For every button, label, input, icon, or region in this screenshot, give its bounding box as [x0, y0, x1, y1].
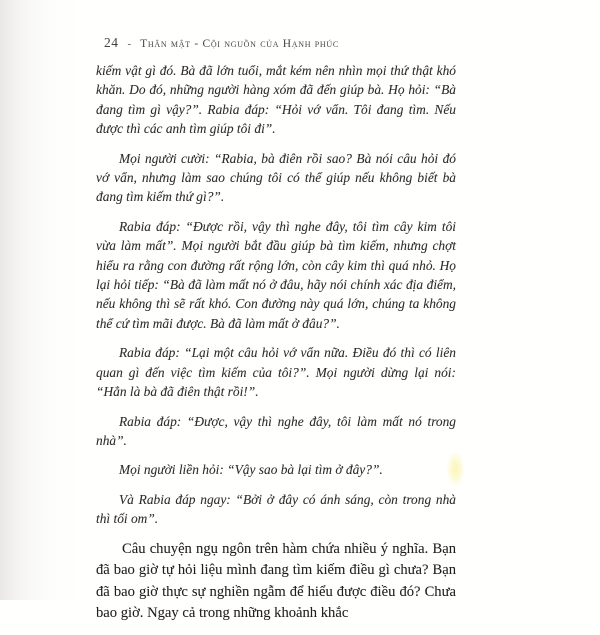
body-paragraph: Rabia đáp: “Được rồi, vậy thì nghe đây, tôi tìm cây kim tôi vừa làm mất”. Mọi người bắt đầu giúp bà tìm kiếm, nhưng chợt hiểu ra rằng con đường rất rộng lớn, còn cây kim thì quá nhỏ. Họ lại hỏi tiếp: “Bà đã làm mất nó ở đâu, hãy nói chính xác địa điểm, nếu không thì sẽ rất khó. Con đường này quá lớn, chúng ta không thể cứ tìm mãi được. Bà đã làm mất ở đâu?”. [96, 218, 456, 331]
body-paragraph: Rabia đáp: “Được, vậy thì nghe đây, tôi làm mất nó trong nhà”. [96, 413, 456, 448]
body-paragraph: kiếm vật gì đó. Bà đã lớn tuổi, mắt kém nên nhìn mọi thứ thật khó khăn. Do đó, những người hàng xóm đã đến giúp bà. Họ hỏi: “Bà đang tìm gì vậy?”. Rabia đáp: “Hỏi vớ vẩn. Tôi đang tìm. Nếu được thì các anh tìm giúp tôi đi”. [96, 63, 456, 137]
running-title: Thân mật - Cội nguồn của Hạnh phúc [140, 38, 339, 50]
body-paragraph: Và Rabia đáp ngay: “Bởi ở đây có ánh sáng, còn trong nhà thì tối om”. [96, 491, 456, 527]
body-paragraph: Mọi người cười: “Rabia, bà điên rồi sao? Bà nói câu hỏi đó vớ vẩn, nhưng làm sao chúng tôi có thể giúp nếu không biết bà đang tìm kiếm thứ gì?”. [96, 150, 456, 205]
body-text-column [96, 61, 456, 635]
body-paragraph: Rabia đáp: “Lại một câu hỏi vớ vẩn nữa. Điều đó thì có liên quan gì đến việc tìm kiếm của tôi?”. Mọi người dừng lại nói: “Hẳn là bà đã điên thật rồi!”. [96, 345, 456, 400]
page-header [104, 35, 339, 51]
header-separator: - [127, 38, 132, 50]
body-paragraph: Câu chuyện ngụ ngôn trên hàm chứa nhiều ý nghĩa. Bạn đã bao giờ tự hỏi liệu mình đang tìm kiếm điều gì chưa? Bạn đã bao giờ thực sự nghiền ngẫm để hiểu được điều đó? Chưa bao giờ. Ngay cả trong những khoảnh khắc [96, 540, 456, 622]
body-paragraph: Mọi người liền hỏi: “Vậy sao bà lại tìm ở đây?”. [119, 462, 383, 478]
page-number: 24 [104, 35, 119, 50]
